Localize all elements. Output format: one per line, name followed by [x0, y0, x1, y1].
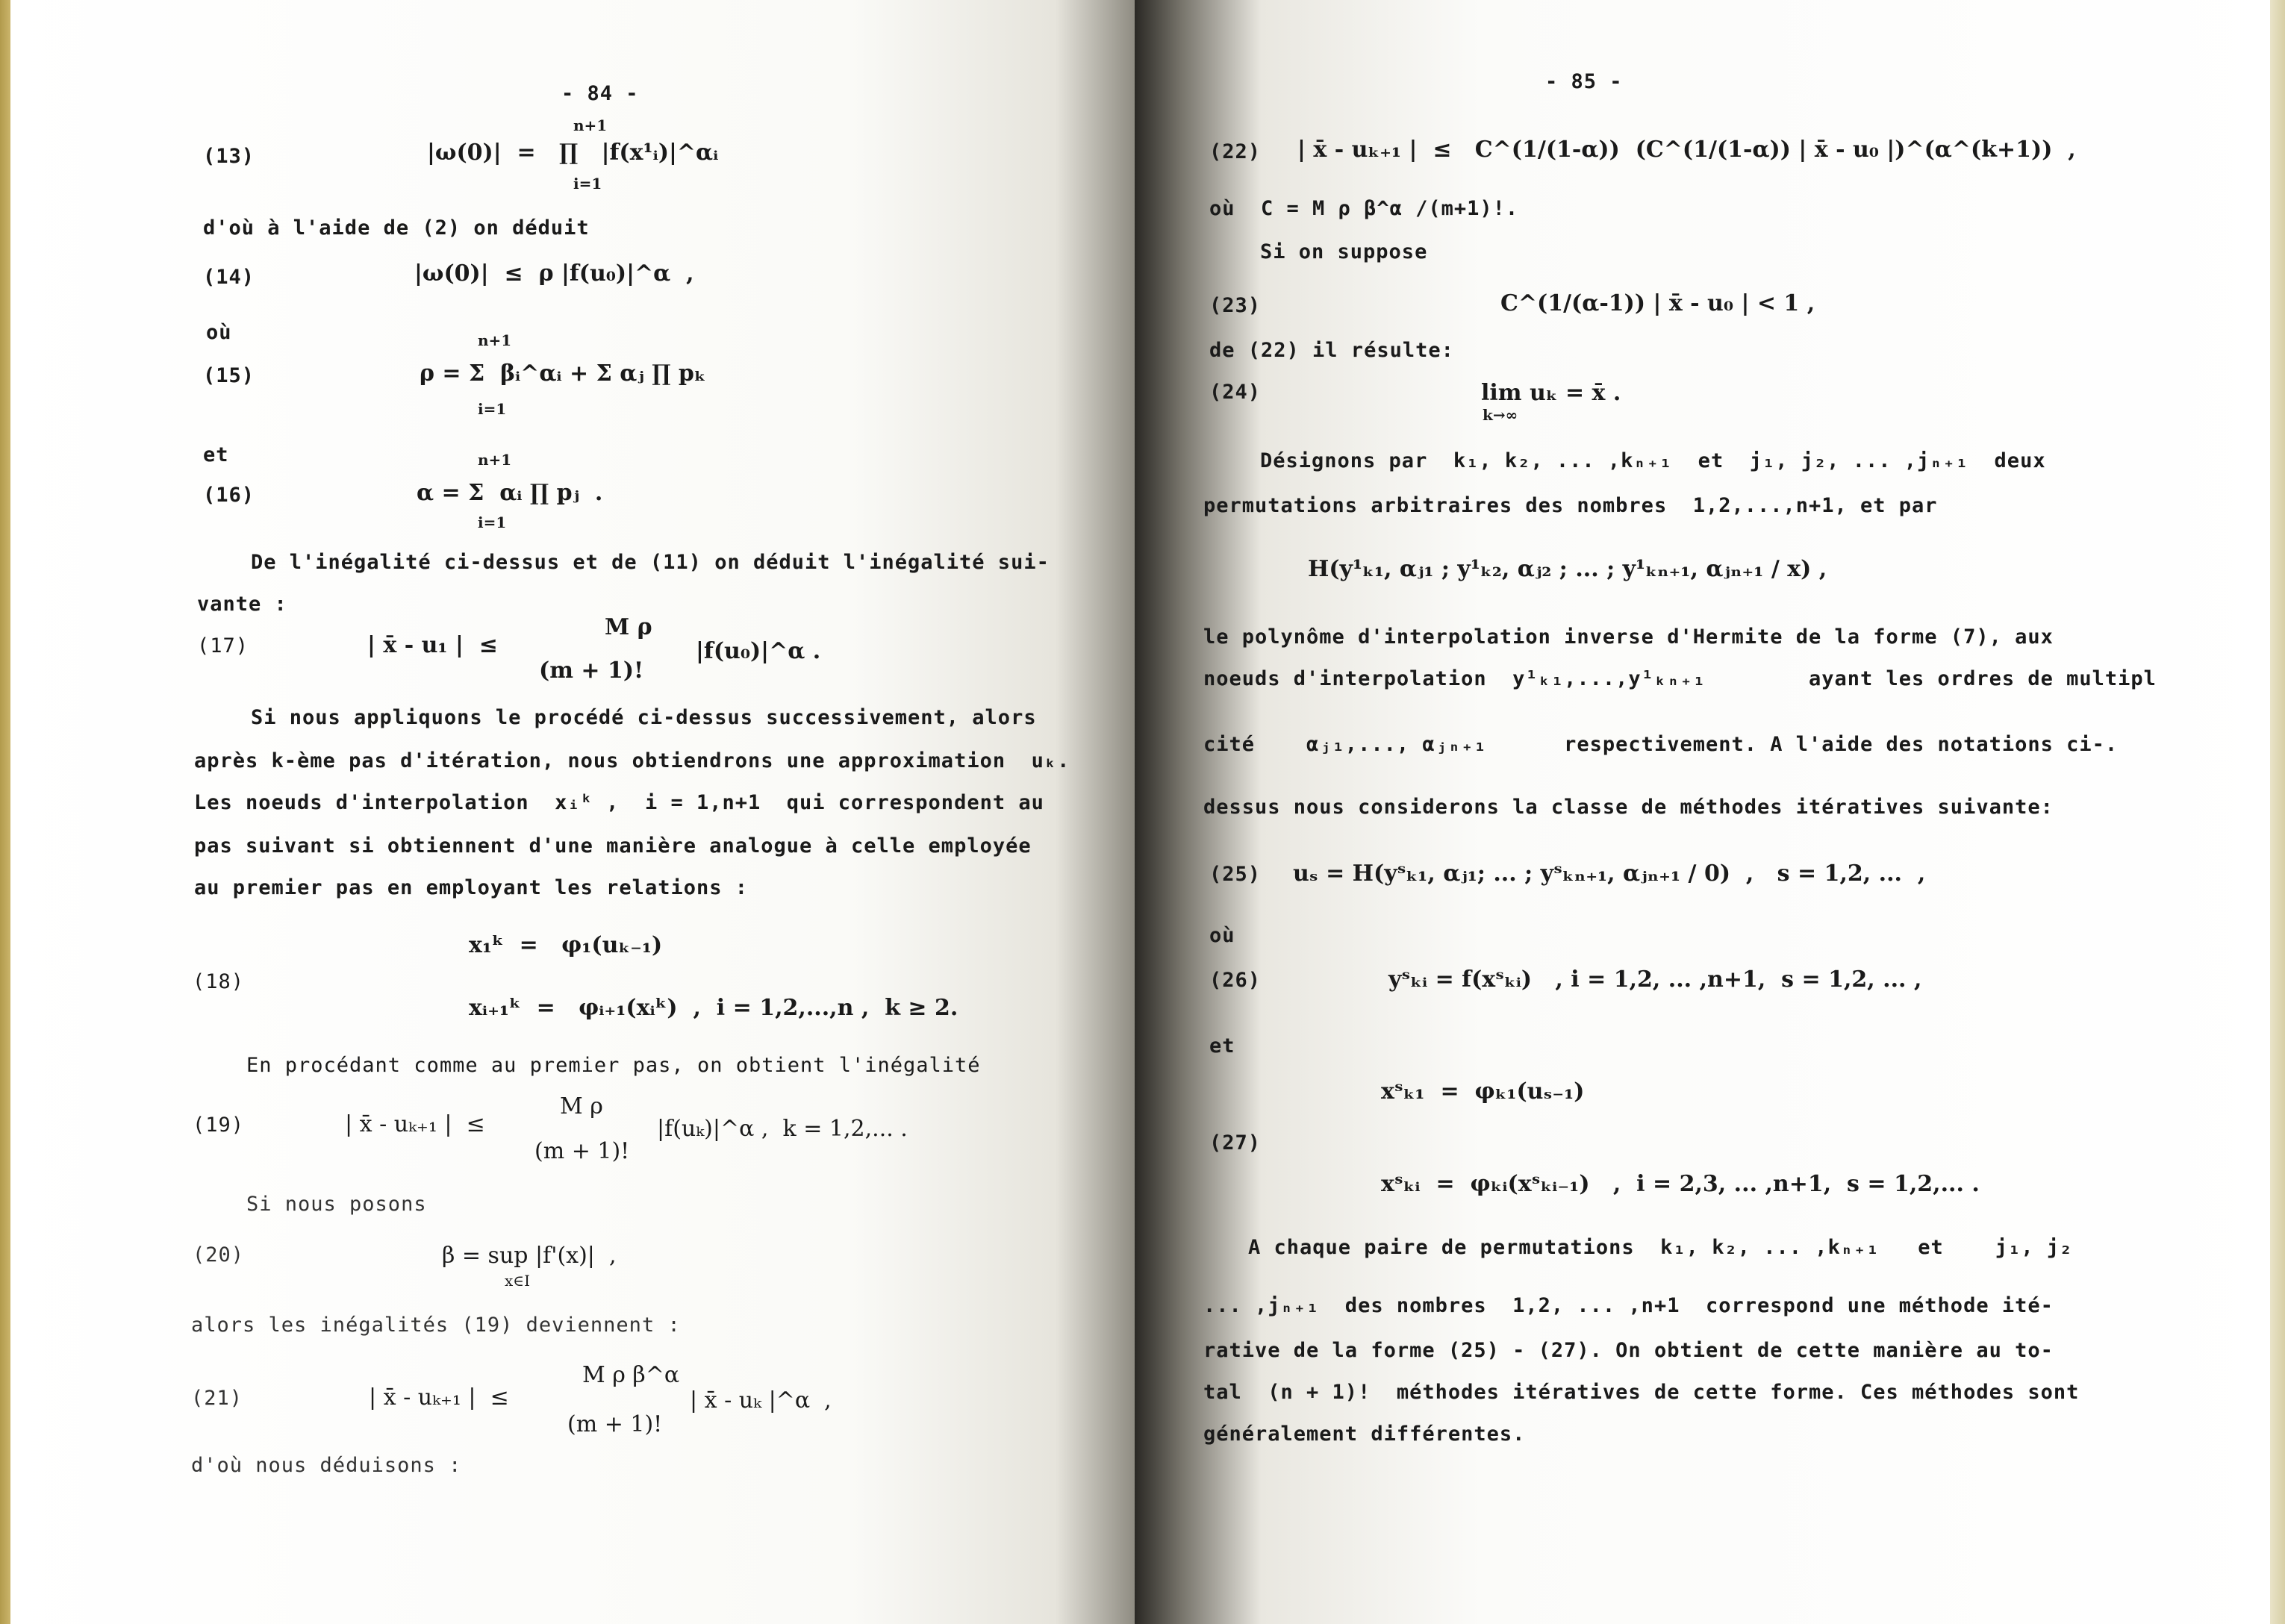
- paragraph-line: généralement différentes.: [1203, 1422, 1526, 1446]
- paragraph-line: Désignons par k₁, k₂, ... ,kₙ₊₁ et j₁, j₂, ... ,jₙ₊₁ deux: [1260, 449, 2046, 472]
- equation-label-13: (13): [203, 145, 255, 168]
- paragraph-line: rative de la forme (25) - (27). On obtient de cette manière au to-: [1203, 1339, 2054, 1362]
- equation-13: |ω(0)| = ∏ |f(x¹ᵢ)|^αᵢ: [427, 140, 719, 166]
- paragraph-line: cité αⱼ₁,..., αⱼₙ₊₁ respectivement. A l'aide des notations ci-.: [1203, 733, 2119, 756]
- text-line: d'où nous déduisons :: [191, 1454, 462, 1477]
- equation-16: α = Σ αᵢ ∏ pⱼ .: [417, 480, 603, 506]
- paragraph-line: ... ,jₙ₊₁ des nombres 1,2, ... ,n+1 correspond une méthode ité-: [1203, 1294, 2054, 1317]
- equation-label-18: (18): [193, 970, 245, 993]
- equation-21-lhs: | x̄ - uₖ₊₁ | ≤: [369, 1384, 509, 1411]
- text-line: Si on suppose: [1260, 240, 1428, 263]
- equation-25: uₛ = H(yˢₖ₁, αⱼ₁; ... ; yˢₖₙ₊₁, αⱼₙ₊₁ / 0) , s = 1,2, ... ,: [1293, 861, 1926, 887]
- equation-17-denominator: (m + 1)!: [539, 658, 644, 684]
- equation-label-19: (19): [193, 1114, 245, 1137]
- equation-17-lhs: | x̄ - u₁ | ≤: [367, 632, 498, 658]
- equation-14: |ω(0)| ≤ ρ |f(u₀)|^α ,: [414, 260, 694, 287]
- equation-27-line2: xˢₖᵢ = φₖᵢ(xˢₖᵢ₋₁) , i = 2,3, ... ,n+1, s = 1,2,... .: [1381, 1171, 1980, 1197]
- text-line: alors les inégalités (19) deviennent :: [191, 1314, 681, 1337]
- sum-upper-limit: n+1: [478, 331, 512, 349]
- left-page: [0, 0, 1135, 1624]
- equation-label-15: (15): [203, 364, 255, 387]
- sum-lower-limit: i=1: [478, 513, 507, 531]
- product-upper-limit: n+1: [573, 116, 608, 134]
- equation-19-denominator: (m + 1)!: [534, 1138, 630, 1164]
- hermite-polynomial: H(y¹ₖ₁, αⱼ₁ ; y¹ₖ₂, αⱼ₂ ; ... ; y¹ₖₙ₊₁, αⱼₙ₊₁ / x) ,: [1308, 556, 1827, 582]
- equation-21-rhs: | x̄ - uₖ |^α ,: [690, 1387, 832, 1414]
- text-line: d'où à l'aide de (2) on déduit: [203, 216, 590, 240]
- text-line: de (22) il résulte:: [1209, 339, 1454, 362]
- lim-subscript: k→∞: [1483, 406, 1518, 424]
- text-et: et: [1209, 1034, 1235, 1058]
- equation-19-lhs: | x̄ - uₖ₊₁ | ≤: [345, 1111, 485, 1137]
- equation-17-numerator: M ρ: [605, 614, 652, 640]
- equation-label-17: (17): [197, 634, 249, 658]
- equation-label-16: (16): [203, 484, 255, 507]
- equation-23: C^(1/(α-1)) | x̄ - u₀ | < 1 ,: [1500, 290, 1815, 316]
- equation-22: | x̄ - uₖ₊₁ | ≤ C^(1/(1-α)) (C^(1/(1-α)) | x̄ - u₀ |)^(α^(k+1)) ,: [1297, 137, 2076, 163]
- text-ou: où: [1209, 924, 1235, 947]
- equation-24: lim uₖ = x̄ .: [1481, 380, 1621, 406]
- paragraph-line: pas suivant si obtiennent d'une manière analogue à celle employée: [194, 834, 1032, 858]
- paragraph-line: permutations arbitraires des nombres 1,2,...,n+1, et par: [1203, 494, 1938, 517]
- equation-19-numerator: M ρ: [560, 1093, 603, 1119]
- equation-21-numerator: M ρ β^α: [582, 1362, 680, 1388]
- paragraph-line: vante :: [197, 593, 287, 616]
- page-number-84: - 84 -: [561, 82, 639, 105]
- book-edge-left: [0, 0, 10, 1624]
- paragraph-line: Si nous appliquons le procédé ci-dessus successivement, alors: [251, 706, 1037, 729]
- paragraph-line: En procédant comme au premier pas, on obtient l'inégalité: [246, 1054, 981, 1077]
- paragraph-line: noeuds d'interpolation y¹ₖ₁,...,y¹ₖₙ₊₁ ayant les ordres de multipl: [1203, 667, 2157, 690]
- equation-label-14: (14): [203, 266, 255, 289]
- page-number-85: - 85 -: [1545, 70, 1623, 93]
- equation-label-22: (22): [1209, 140, 1262, 163]
- product-lower-limit: i=1: [573, 175, 602, 193]
- equation-label-23: (23): [1209, 294, 1262, 317]
- equation-26: yˢₖᵢ = f(xˢₖᵢ) , i = 1,2, ... ,n+1, s = 1,2, ... ,: [1388, 966, 1922, 993]
- equation-19-rhs: |f(uₖ)|^α , k = 1,2,... .: [657, 1116, 908, 1142]
- text-et: et: [203, 443, 229, 466]
- equation-15: ρ = Σ βᵢ^αᵢ + Σ αⱼ ∏ pₖ: [420, 360, 706, 387]
- paragraph-line: Les noeuds d'interpolation xᵢᵏ , i = 1,n+1 qui correspondent au: [194, 791, 1044, 814]
- equation-label-27: (27): [1209, 1131, 1262, 1155]
- paragraph-line: le polynôme d'interpolation inverse d'Hermite de la forme (7), aux: [1203, 625, 2054, 649]
- sum-upper-limit: n+1: [478, 451, 512, 469]
- equation-label-25: (25): [1209, 863, 1262, 886]
- equation-17-rhs: |f(u₀)|^α .: [696, 638, 821, 664]
- paragraph-line: dessus nous considerons la classe de méthodes itératives suivante:: [1203, 796, 2054, 819]
- sup-subscript: x∈I: [505, 1272, 530, 1290]
- equation-label-20: (20): [193, 1243, 245, 1267]
- paragraph-line: De l'inégalité ci-dessus et de (11) on déduit l'inégalité sui-: [251, 551, 1050, 574]
- book-edge-right: [2270, 0, 2285, 1624]
- paragraph-line: A chaque paire de permutations k₁, k₂, ... ,kₙ₊₁ et j₁, j₂: [1248, 1236, 2073, 1259]
- text-line: Si nous posons: [246, 1193, 427, 1216]
- paragraph-line: tal (n + 1)! méthodes itératives de cette forme. Ces méthodes sont: [1203, 1381, 2080, 1404]
- equation-label-26: (26): [1209, 969, 1262, 992]
- paragraph-line: après k-ème pas d'itération, nous obtiendrons une approximation uₖ.: [194, 749, 1070, 772]
- equation-label-24: (24): [1209, 381, 1262, 404]
- right-page: [1135, 0, 2285, 1624]
- equation-18-line2: xᵢ₊₁ᵏ = φᵢ₊₁(xᵢᵏ) , i = 1,2,...,n , k ≥ 2.: [469, 995, 958, 1021]
- text-line: où C = M ρ β^α /(m+1)!.: [1209, 197, 1519, 220]
- sum-lower-limit: i=1: [478, 400, 507, 418]
- equation-label-21: (21): [191, 1387, 243, 1410]
- equation-27-line1: xˢₖ₁ = φₖ₁(uₛ₋₁): [1381, 1078, 1585, 1105]
- equation-20: β = sup |f'(x)| ,: [442, 1243, 617, 1269]
- paragraph-line: au premier pas en employant les relations :: [194, 876, 748, 899]
- text-ou: où: [206, 321, 232, 344]
- equation-18-line1: x₁ᵏ = φ₁(uₖ₋₁): [469, 932, 663, 958]
- equation-21-denominator: (m + 1)!: [567, 1411, 663, 1437]
